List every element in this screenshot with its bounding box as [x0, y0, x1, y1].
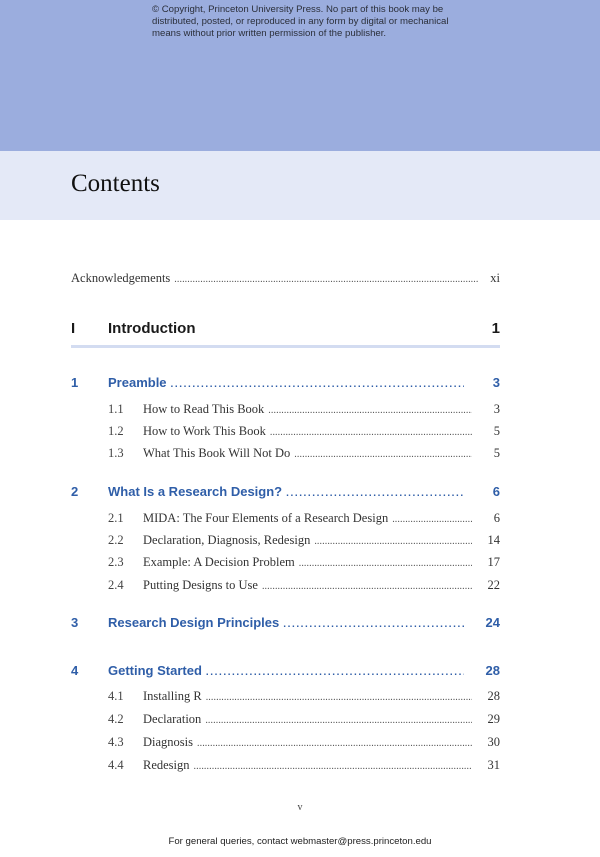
section-label: How to Read This Book — [143, 402, 265, 416]
section-page: 14 — [487, 533, 500, 547]
section-page: 28 — [487, 689, 500, 703]
section-page: 6 — [493, 511, 500, 525]
section-label: Example: A Decision Problem — [143, 555, 295, 569]
part-page: 1 — [491, 320, 500, 337]
section-number: 4.2 — [108, 712, 124, 726]
dot-leader — [294, 449, 472, 460]
toc-section-1-3[interactable] — [108, 446, 500, 461]
page-title: Contents — [71, 170, 160, 197]
toc-chapter-1[interactable] — [71, 375, 500, 390]
dot-leader — [283, 619, 464, 630]
section-label: Declaration — [143, 712, 202, 726]
chapter-page: 6 — [492, 484, 500, 499]
part-label: Introduction — [108, 320, 196, 337]
toc-section-4-1[interactable] — [108, 689, 500, 704]
section-label: What This Book Will Not Do — [143, 446, 291, 460]
entry-label: Acknowledgements — [71, 271, 171, 285]
toc-chapter-4[interactable] — [71, 663, 500, 678]
chapter-label: Research Design Principles — [108, 615, 280, 630]
section-page: 22 — [487, 578, 500, 592]
footer-contact: For general queries, contact webmaster@press.princeton.edu — [168, 836, 432, 847]
chapter-number: 1 — [71, 375, 79, 390]
section-number: 1.2 — [108, 424, 124, 438]
toc-section-1-1[interactable] — [108, 402, 500, 417]
section-number: 4.4 — [108, 758, 124, 772]
chapter-page: 28 — [485, 663, 500, 678]
dot-leader — [194, 761, 472, 772]
toc-section-1-2[interactable] — [108, 424, 500, 439]
chapter-page: 3 — [492, 375, 500, 390]
section-page: 30 — [487, 735, 500, 749]
toc-chapter-3[interactable] — [71, 615, 500, 630]
chapter-label: What Is a Research Design? — [108, 484, 283, 499]
dot-leader — [197, 738, 472, 749]
toc-section-4-4[interactable] — [108, 758, 500, 773]
dot-leader — [314, 536, 472, 547]
copyright-banner — [0, 0, 600, 151]
toc-section-2-4[interactable] — [108, 578, 500, 593]
part-number: I — [71, 320, 76, 337]
section-page: 29 — [487, 712, 500, 726]
section-page: 31 — [487, 758, 500, 772]
section-label: Declaration, Diagnosis, Redesign — [143, 533, 311, 547]
section-number: 2.4 — [108, 578, 124, 592]
chapter-label: Getting Started — [108, 663, 202, 678]
section-number: 1.3 — [108, 446, 124, 460]
section-number: 2.3 — [108, 555, 124, 569]
section-label: Putting Designs to Use — [143, 578, 258, 592]
section-number: 1.1 — [108, 402, 124, 416]
toc-section-4-3[interactable] — [108, 735, 500, 750]
section-label: Redesign — [143, 758, 190, 772]
toc-section-2-2[interactable] — [108, 533, 500, 548]
part-divider — [71, 345, 500, 348]
toc-chapter-2[interactable] — [71, 484, 500, 499]
section-label: Diagnosis — [143, 735, 193, 749]
chapter-number: 2 — [71, 484, 79, 499]
toc-section-4-2[interactable] — [108, 712, 500, 727]
chapter-number: 3 — [71, 615, 79, 630]
toc-part-introduction[interactable] — [71, 320, 500, 337]
dot-leader — [174, 274, 478, 285]
section-page: 5 — [493, 446, 500, 460]
dot-leader — [262, 581, 472, 592]
dot-leader — [392, 514, 472, 525]
section-page: 3 — [493, 402, 500, 416]
section-label: Installing R — [143, 689, 202, 703]
dot-leader — [268, 405, 472, 416]
toc-section-2-1[interactable] — [108, 511, 500, 526]
section-page: 5 — [493, 424, 500, 438]
dot-leader — [206, 667, 464, 678]
section-number: 4.1 — [108, 689, 124, 703]
entry-page: xi — [490, 271, 500, 285]
chapter-page: 24 — [485, 615, 500, 630]
dot-leader — [270, 427, 472, 438]
section-page: 17 — [487, 555, 500, 569]
dot-leader — [299, 558, 472, 569]
page-number: v — [297, 802, 303, 813]
chapter-number: 4 — [71, 663, 79, 678]
section-label: MIDA: The Four Elements of a Research Design — [143, 511, 389, 525]
dot-leader — [286, 488, 464, 499]
section-number: 2.2 — [108, 533, 124, 547]
chapter-label: Preamble — [108, 375, 167, 390]
section-number: 2.1 — [108, 511, 124, 525]
dot-leader — [205, 715, 472, 726]
section-label: How to Work This Book — [143, 424, 266, 438]
toc-entry-acknowledgements[interactable] — [71, 271, 500, 286]
copyright-notice: © Copyright, Princeton University Press. No part of this book may be distributed, posted, or reproduced in any form by digital or mechanical means without prior written permission of the publisher. — [152, 4, 449, 40]
section-number: 4.3 — [108, 735, 124, 749]
dot-leader — [206, 692, 472, 703]
toc-section-2-3[interactable] — [108, 555, 500, 570]
dot-leader — [171, 379, 464, 390]
